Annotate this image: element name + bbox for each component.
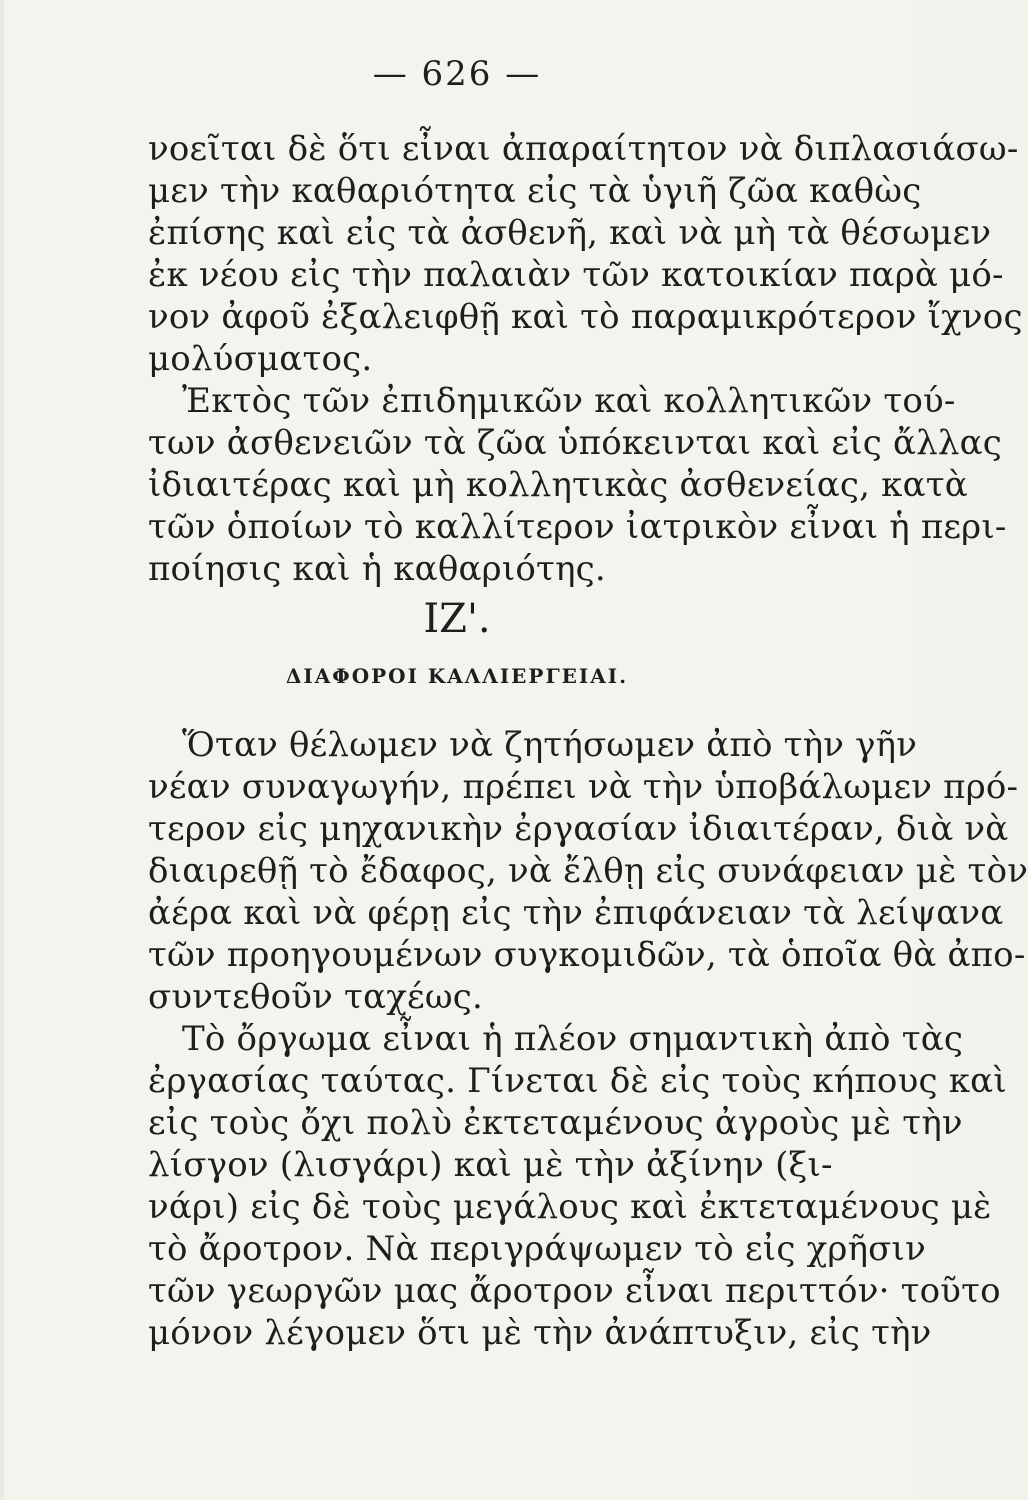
- paragraph-line: ἐργασίας ταύτας. Γίνεται δὲ εἰς τοὺς κήπους καὶ: [148, 1061, 1007, 1101]
- paragraph-line: ἰδιαιτέρας καὶ μὴ κολλητικὰς ἀσθενείας, κατὰ: [148, 465, 968, 505]
- paragraph-line: εἰς τοὺς ὄχι πολὺ ἐκτεταμένους ἀγροὺς μὲ τὴν: [148, 1103, 963, 1143]
- paragraph-line: διαιρεθῇ τὸ ἔδαφος, νὰ ἔλθῃ εἰς συνάφειαν μὲ τὸν: [148, 851, 1028, 891]
- paragraph-line: τῶν προηγουμένων συγκομιδῶν, τὰ ὁποῖα θὰ ἀπο-: [148, 935, 1026, 975]
- paragraph-line: μολύσματος.: [148, 339, 373, 379]
- paragraph-line: τῶν γεωργῶν μας ἄροτρον εἶναι περιττόν· τοῦτο: [148, 1271, 1001, 1311]
- page-number: — 626 —: [372, 54, 542, 94]
- page-edge-shadow: [0, 0, 4, 1500]
- paragraph-line: Ὅταν θέλωμεν νὰ ζητήσωμεν ἀπὸ τὴν γῆν: [182, 725, 918, 765]
- paragraph-line: λίσγον (λισγάρι) καὶ μὲ τὴν ἀξίνην (ξι-: [148, 1145, 833, 1185]
- paragraph-line: συντεθοῦν ταχέως.: [148, 977, 484, 1017]
- paragraph-line: ἐπίσης καὶ εἰς τὰ ἀσθενῆ, καὶ νὰ μὴ τὰ θέσωμεν: [148, 213, 992, 253]
- paragraph-line: νοεῖται δὲ ὅτι εἶναι ἀπαραίτητον νὰ διπλασιάσω-: [148, 129, 1019, 169]
- paragraph-line: τὸ ἄροτρον. Νὰ περιγράψωμεν τὸ εἰς χρῆσιν: [148, 1229, 926, 1269]
- paragraph-line: μόνον λέγομεν ὅτι μὲ τὴν ἀνάπτυξιν, εἰς τὴν: [148, 1313, 932, 1353]
- paragraph-line: τῶν ὁποίων τὸ καλλίτερον ἰατρικὸν εἶναι ἡ περι-: [148, 507, 1007, 547]
- paragraph-line: Ἐκτὸς τῶν ἐπιδημικῶν καὶ κολλητικῶν τού-: [182, 381, 956, 421]
- paragraph-line: των ἀσθενειῶν τὰ ζῶα ὑπόκεινται καὶ εἰς ἄλλας: [148, 423, 1003, 463]
- paragraph-line: νέαν συναγωγήν, πρέπει νὰ τὴν ὑποβάλωμεν πρό-: [148, 767, 1019, 807]
- paragraph-line: Τὸ ὄργωμα εἶναι ἡ πλέον σημαντικὴ ἀπὸ τὰς: [182, 1019, 964, 1059]
- paragraph-line: ἐκ νέου εἰς τὴν παλαιὰν τῶν κατοικίαν παρὰ μό-: [148, 255, 1004, 295]
- paragraph-line: νάρι) εἰς δὲ τοὺς μεγάλους καὶ ἐκτεταμένους μὲ: [148, 1187, 992, 1227]
- section-number: ΙΖ'.: [423, 596, 491, 642]
- paragraph-line: τερον εἰς μηχανικὴν ἐργασίαν ἰδιαιτέραν, διὰ νὰ: [148, 809, 1009, 849]
- section-title: ΔΙΑΦΟΡΟΙ ΚΑΛΛΙΕΡΓΕΙΑΙ.: [285, 664, 629, 688]
- paragraph-line: ποίησις καὶ ἡ καθαριότης.: [148, 549, 606, 589]
- paragraph-line: νον ἀφοῦ ἐξαλειφθῇ καὶ τὸ παραμικρότερον ἴχνος: [148, 297, 1023, 337]
- paragraph-line: ἀέρα καὶ νὰ φέρῃ εἰς τὴν ἐπιφάνειαν τὰ λείψανα: [148, 893, 1004, 933]
- paragraph-line: μεν τὴν καθαριότητα εἰς τὰ ὑγιῆ ζῶα καθὼς: [148, 171, 922, 211]
